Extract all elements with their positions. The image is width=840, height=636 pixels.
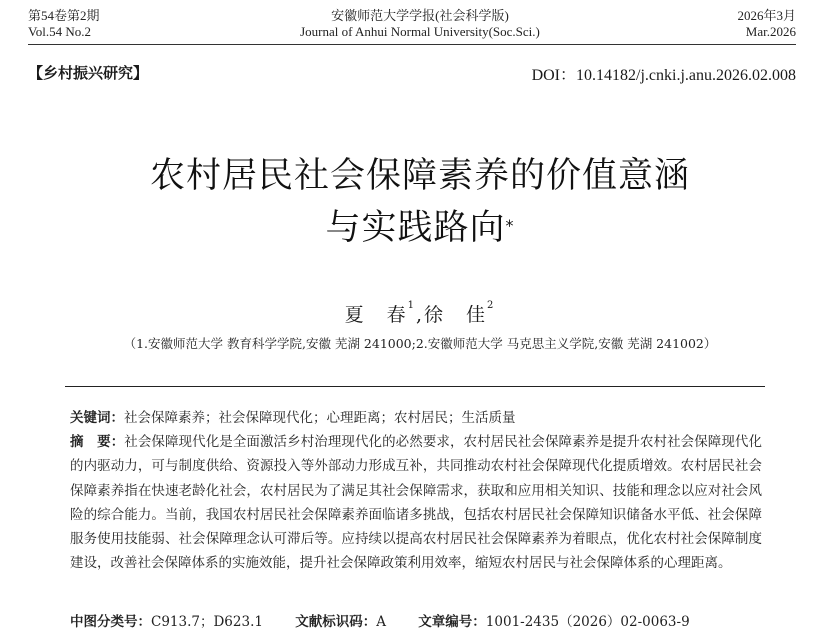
date-cn: 2026年3月	[737, 8, 796, 23]
abstract-label: 摘 要：	[70, 434, 125, 450]
author-1: 夏 春	[344, 304, 408, 326]
article-number-label: 文章编号：	[418, 614, 486, 630]
column-tag: 【乡村振兴研究】	[28, 64, 149, 82]
title-line-2-text: 与实践路向	[325, 208, 506, 248]
date-en: Mar.2026	[745, 24, 796, 39]
keywords-text: 社会保障素养；社会保障现代化；心理距离；农村居民；生活质量	[124, 410, 516, 426]
author-line	[0, 300, 840, 327]
header-rule	[28, 44, 796, 45]
article-title	[0, 150, 840, 254]
keywords-label: 关键词：	[70, 410, 124, 426]
clc-value: C913.7；D623.1	[151, 614, 263, 630]
journal-date	[737, 8, 796, 40]
journal-name	[0, 8, 840, 40]
title-line-2	[0, 202, 840, 254]
article-number	[418, 614, 689, 630]
keywords	[70, 406, 762, 426]
doc-code-label: 文献标识码：	[295, 614, 377, 630]
doc-code-value: A	[376, 614, 386, 630]
abstract-rule	[65, 386, 765, 387]
author-1-affil-mark: 1	[407, 300, 416, 311]
abstract	[70, 430, 762, 576]
author-2-affil-mark: 2	[487, 300, 496, 311]
affiliations: （1.安徽师范大学 教育科学学院,安徽 芜湖 241000;2.安徽师范大学 马克思主义学院,安徽 芜湖 241002）	[123, 336, 717, 351]
title-line-1: 农村居民社会保障素养的价值意涵	[149, 156, 690, 196]
journal-name-en: Journal of Anhui Normal University(Soc.Sci.)	[300, 24, 540, 39]
doi[interactable]: DOI：10.14182/j.cnki.j.anu.2026.02.008	[531, 67, 796, 84]
abstract-text: 社会保障现代化是全面激活乡村治理现代化的必然要求，农村居民社会保障素养是提升农村社会保障现代化的内驱动力，可与制度供给、资源投入等外部动力形成互补，共同推动农村社会保障现代化提质增效。农村居民社会保障素养指在快速老龄化社会，农村居民为了满足其社会保障需求，获取和应用相关知识、技能和理念以应对社会风险的综合能力。当前，我国农村居民社会保障素养面临诸多挑战，包括农村居民社会保障知识储备水平低、社会保障服务使用技能弱、社会保障理念认可滞后等。应持续以提高农村居民社会保障素养为着眼点，优化农村社会保障制度建设，改善社会保障体系的实施效能，提升社会保障政策利用效率，缩短农村居民与社会保障体系的心理距离。	[70, 434, 762, 572]
title-footnote-mark[interactable]: *	[505, 216, 515, 235]
clc-label: 中图分类号：	[70, 614, 151, 630]
article-number-value: 1001-2435（2026）02-0063-9	[485, 614, 690, 630]
author-2: 徐 佳	[424, 304, 488, 326]
article-meta	[70, 610, 762, 630]
document-code	[295, 614, 386, 630]
journal-name-cn: 安徽师范大学学报(社会科学版)	[331, 8, 509, 23]
volume-en: Vol.54 No.2	[28, 24, 91, 39]
volume-cn: 第54卷第2期	[28, 8, 100, 23]
clc-number	[70, 614, 263, 630]
author-separator: ,	[415, 304, 425, 326]
